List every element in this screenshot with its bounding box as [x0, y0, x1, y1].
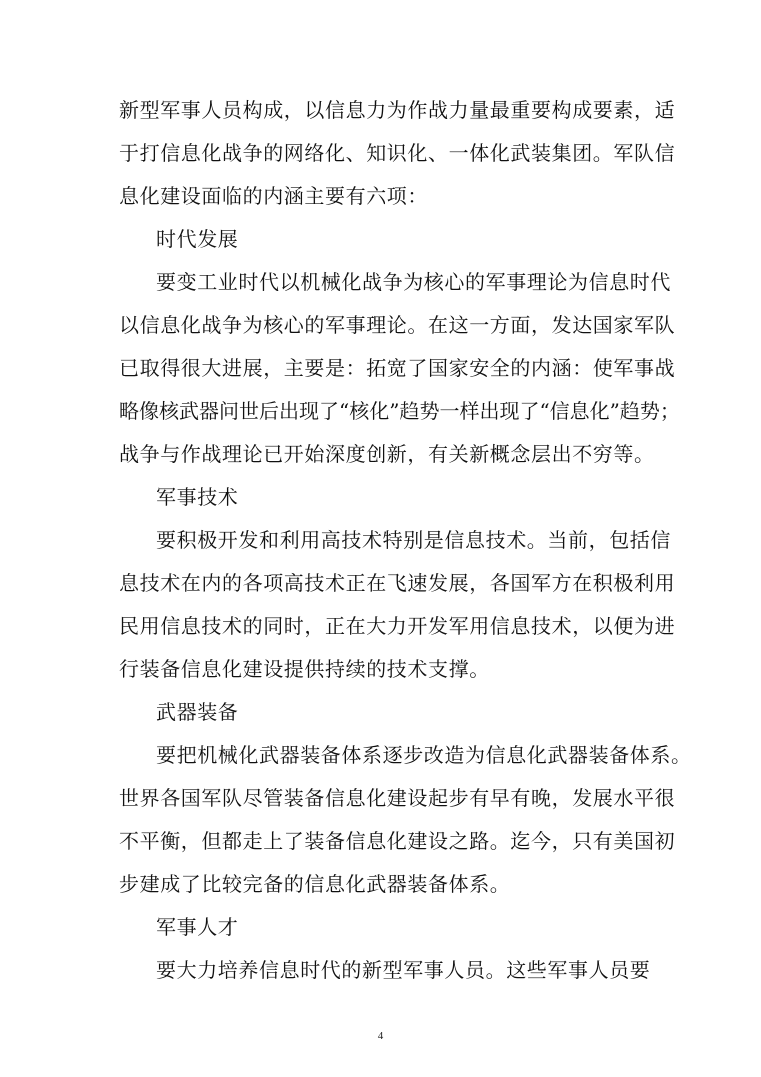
- paragraph-line: 要把机械化武器装备体系逐步改造为信息化武器装备体系。: [156, 743, 692, 767]
- paragraph-line: 略像核武器问世后出现了“核化”趋势一样出现了“信息化”趋势；: [119, 399, 680, 423]
- paragraph-line: 世界各国军队尽管装备信息化建设起步有早有晚，发展水平很: [119, 786, 676, 810]
- paragraph-line: 以信息化战争为核心的军事理论。在这一方面，发达国家军队: [119, 313, 676, 337]
- paragraph-line: 息技术在内的各项高技术正在飞速发展，各国军方在积极利用: [119, 571, 676, 595]
- paragraph-line: 已取得很大进展，主要是：拓宽了国家安全的内涵：使军事战: [119, 356, 676, 380]
- paragraph-line: 行装备信息化建设提供持续的技术支撑。: [119, 657, 490, 681]
- paragraph-line: 战争与作战理论已开始深度创新，有关新概念层出不穷等。: [119, 442, 655, 466]
- page-number: 4: [377, 1030, 384, 1042]
- paragraph-line: 新型军事人员构成，以信息力为作战力量最重要构成要素，适: [119, 98, 676, 122]
- paragraph-line: 民用信息技术的同时，正在大力开发军用信息技术，以便为进: [119, 614, 676, 638]
- paragraph-line: 不平衡，但都走上了装备信息化建设之路。迄今，只有美国初: [119, 829, 676, 853]
- section-heading: 军事技术: [156, 485, 239, 509]
- section-heading: 军事人才: [156, 915, 239, 939]
- paragraph-line: 步建成了比较完备的信息化武器装备体系。: [119, 872, 511, 896]
- section-heading: 武器装备: [156, 700, 239, 724]
- paragraph-line: 息化建设面临的内涵主要有六项：: [119, 184, 428, 208]
- paragraph-line: 要变工业时代以机械化战争为核心的军事理论为信息时代: [156, 270, 671, 294]
- paragraph-line: 要大力培养信息时代的新型军事人员。这些军事人员要: [156, 958, 651, 982]
- section-heading: 时代发展: [156, 227, 239, 251]
- paragraph-line: 于打信息化战争的网络化、知识化、一体化武装集团。军队信: [119, 141, 676, 165]
- paragraph-line: 要积极开发和利用高技术特别是信息技术。当前，包括信: [156, 528, 671, 552]
